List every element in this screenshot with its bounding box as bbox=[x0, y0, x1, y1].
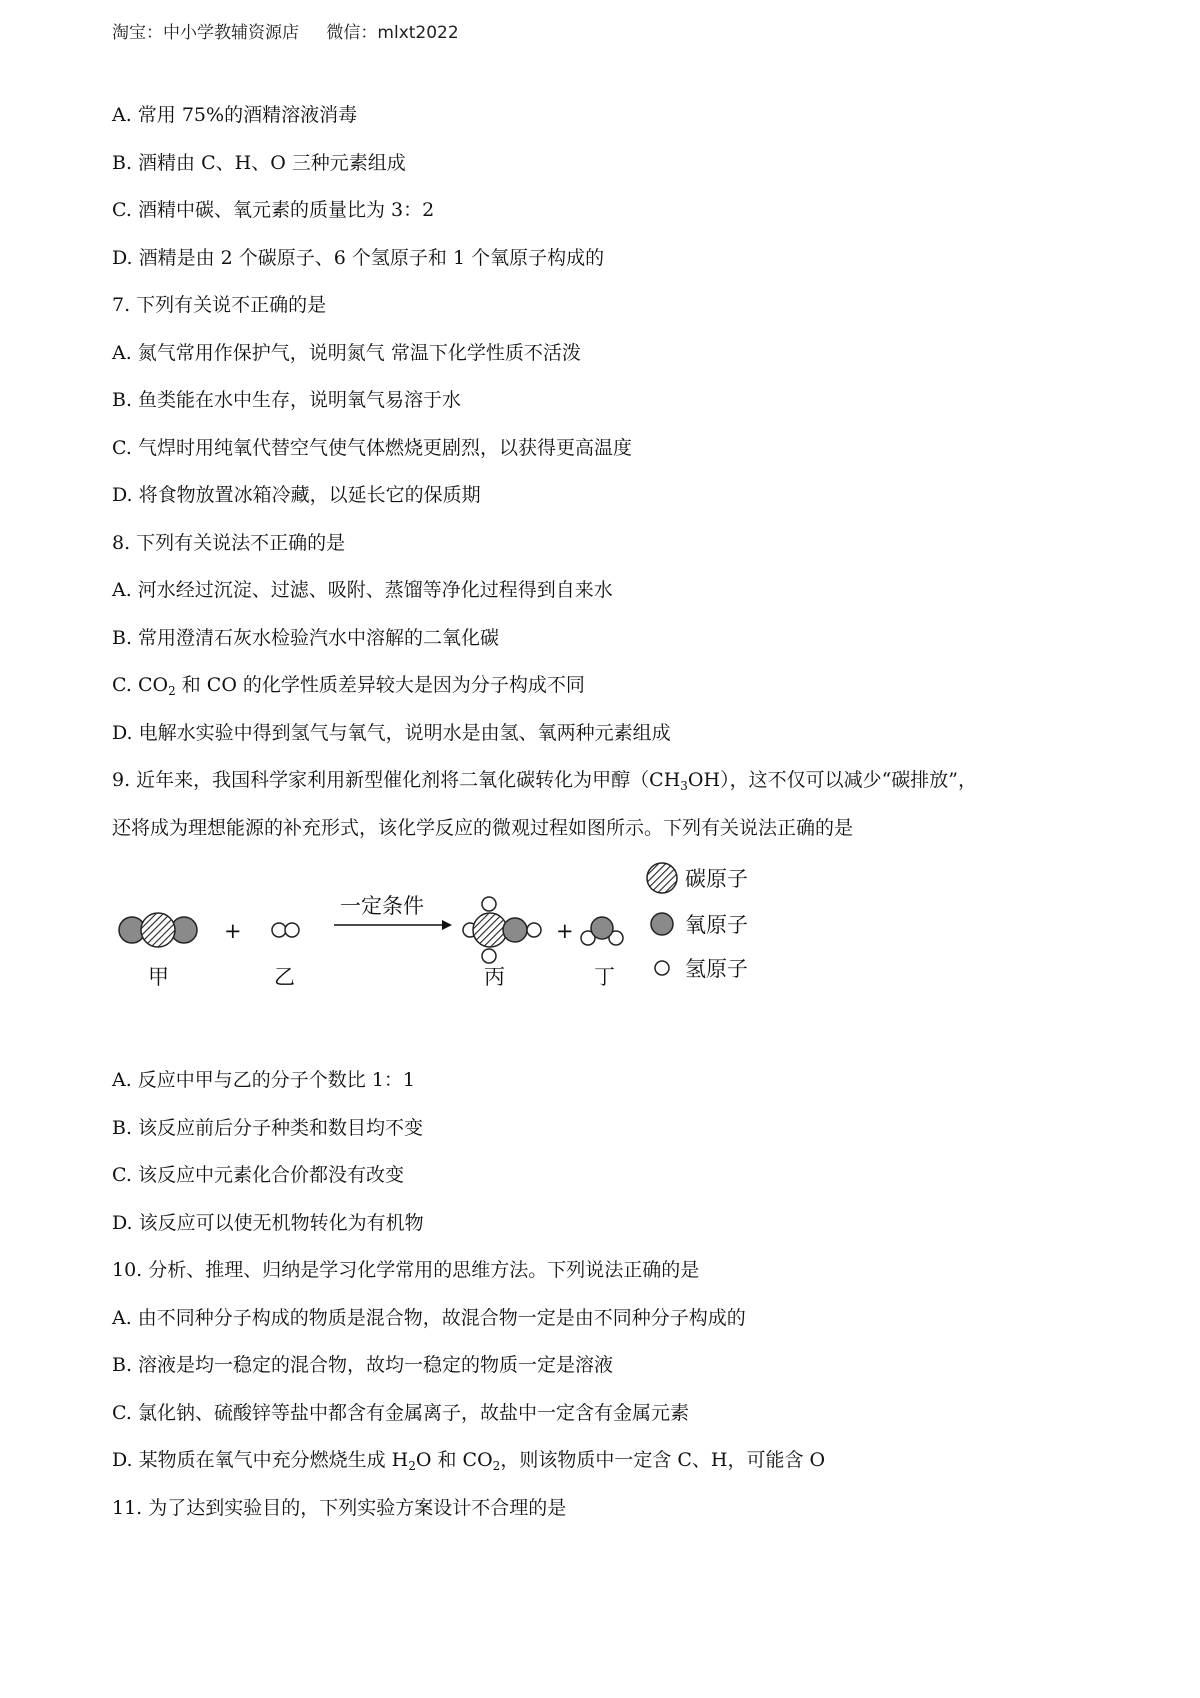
q8-c-post: 和 CO 的化学性质差异较大是因为分子构成不同 bbox=[175, 674, 585, 696]
legend bbox=[647, 863, 748, 981]
arrow-head bbox=[442, 920, 452, 930]
q7-option-c: C. 气焊时用纯氧代替空气使气体燃烧更剧烈，以获得更高温度 bbox=[112, 437, 632, 459]
legend-oxygen-label: 氧原子 bbox=[685, 913, 748, 937]
plus-sign-1: + bbox=[224, 919, 242, 943]
q7-option-b: B. 鱼类能在水中生存，说明氧气易溶于水 bbox=[112, 389, 462, 411]
q7-stem: 7. 下列有关说不正确的是 bbox=[112, 294, 327, 316]
q9-stem bbox=[112, 768, 977, 792]
molecule-jia-co2 bbox=[119, 913, 197, 947]
q9-stem-post: OH），这不仅可以减少“碳排放”， bbox=[687, 769, 977, 791]
q8-option-c bbox=[112, 673, 585, 697]
q10-d-pre: D. 某物质在氧气中充分燃烧生成 H bbox=[112, 1449, 409, 1471]
q8-c-pre: C. CO bbox=[112, 674, 169, 696]
q9-option-c: C. 该反应中元素化合价都没有改变 bbox=[112, 1164, 404, 1186]
legend-carbon-swatch bbox=[647, 863, 677, 893]
reaction-diagram bbox=[112, 858, 812, 1028]
molecule-bing-ch3oh bbox=[463, 897, 541, 963]
q6-option-a: A. 常用 75%的酒精溶液消毒 bbox=[112, 104, 358, 126]
molecule-ding-h2o bbox=[581, 917, 623, 945]
q10-d-mid: O 和 CO bbox=[415, 1449, 493, 1471]
q10-d-sub1: 2 bbox=[408, 1459, 416, 1473]
wechat-id: 微信：mlxt2022 bbox=[326, 23, 459, 43]
label-jia: 甲 bbox=[148, 965, 169, 989]
label-ding: 丁 bbox=[594, 965, 615, 989]
q9-option-b: B. 该反应前后分子种类和数目均不变 bbox=[112, 1117, 424, 1139]
q11-stem: 11. 为了达到实验目的，下列实验方案设计不合理的是 bbox=[112, 1497, 567, 1519]
legend-hydrogen-label: 氢原子 bbox=[685, 957, 748, 981]
page-header bbox=[112, 18, 481, 43]
q9-stem-sub: 3 bbox=[680, 779, 688, 793]
legend-hydrogen-swatch bbox=[655, 961, 669, 975]
plus-sign-2: + bbox=[556, 919, 574, 943]
q6-option-c: C. 酒精中碳、氧元素的质量比为 3：2 bbox=[112, 199, 435, 221]
q8-option-d: D. 电解水实验中得到氢气与氧气，说明水是由氢、氧两种元素组成 bbox=[112, 722, 671, 744]
q10-option-a: A. 由不同种分子构成的物质是混合物，故混合物一定是由不同种分子构成的 bbox=[112, 1307, 746, 1329]
q8-c-sub: 2 bbox=[168, 684, 176, 698]
q7-option-d: D. 将食物放置冰箱冷藏，以延长它的保质期 bbox=[112, 484, 481, 506]
q10-d-post: ，则该物质中一定含 C、H，可能含 O bbox=[500, 1449, 826, 1471]
q7-option-a: A. 氮气常用作保护气，说明氮气 常温下化学性质不活泼 bbox=[112, 342, 581, 364]
q10-option-b: B. 溶液是均一稳定的混合物，故均一稳定的物质一定是溶液 bbox=[112, 1354, 614, 1376]
q8-option-a: A. 河水经过沉淀、过滤、吸附、蒸馏等净化过程得到自来水 bbox=[112, 579, 613, 601]
q6-option-b: B. 酒精由 C、H、O 三种元素组成 bbox=[112, 152, 406, 174]
arrow-condition-label: 一定条件 bbox=[340, 894, 424, 918]
q8-stem: 8. 下列有关说法不正确的是 bbox=[112, 532, 346, 554]
shop-name: 淘宝：中小学教辅资源店 bbox=[112, 23, 299, 43]
molecule-yi-h2 bbox=[272, 923, 299, 937]
label-bing: 丙 bbox=[484, 965, 505, 989]
q10-option-d bbox=[112, 1448, 825, 1472]
q9-option-d: D. 该反应可以使无机物转化为有机物 bbox=[112, 1212, 424, 1234]
q6-option-d: D. 酒精是由 2 个碳原子、6 个氢原子和 1 个氧原子构成的 bbox=[112, 247, 605, 269]
q10-stem: 10. 分析、推理、归纳是学习化学常用的思维方法。下列说法正确的是 bbox=[112, 1259, 700, 1281]
q10-d-sub2: 2 bbox=[492, 1459, 501, 1473]
legend-carbon-label: 碳原子 bbox=[685, 867, 748, 891]
q9-stem-line2: 还将成为理想能源的补充形式，该化学反应的微观过程如图所示。下列有关说法正确的是 bbox=[112, 817, 854, 839]
q9-stem-pre: 9. 近年来，我国科学家利用新型催化剂将二氧化碳转化为甲醇（CH bbox=[112, 769, 681, 791]
legend-oxygen-swatch bbox=[651, 913, 673, 935]
label-yi: 乙 bbox=[274, 965, 295, 989]
q10-option-c: C. 氯化钠、硫酸锌等盐中都含有金属离子，故盐中一定含有金属元素 bbox=[112, 1402, 689, 1424]
q8-option-b: B. 常用澄清石灰水检验汽水中溶解的二氧化碳 bbox=[112, 627, 500, 649]
q9-option-a: A. 反应中甲与乙的分子个数比 1：1 bbox=[112, 1069, 416, 1091]
